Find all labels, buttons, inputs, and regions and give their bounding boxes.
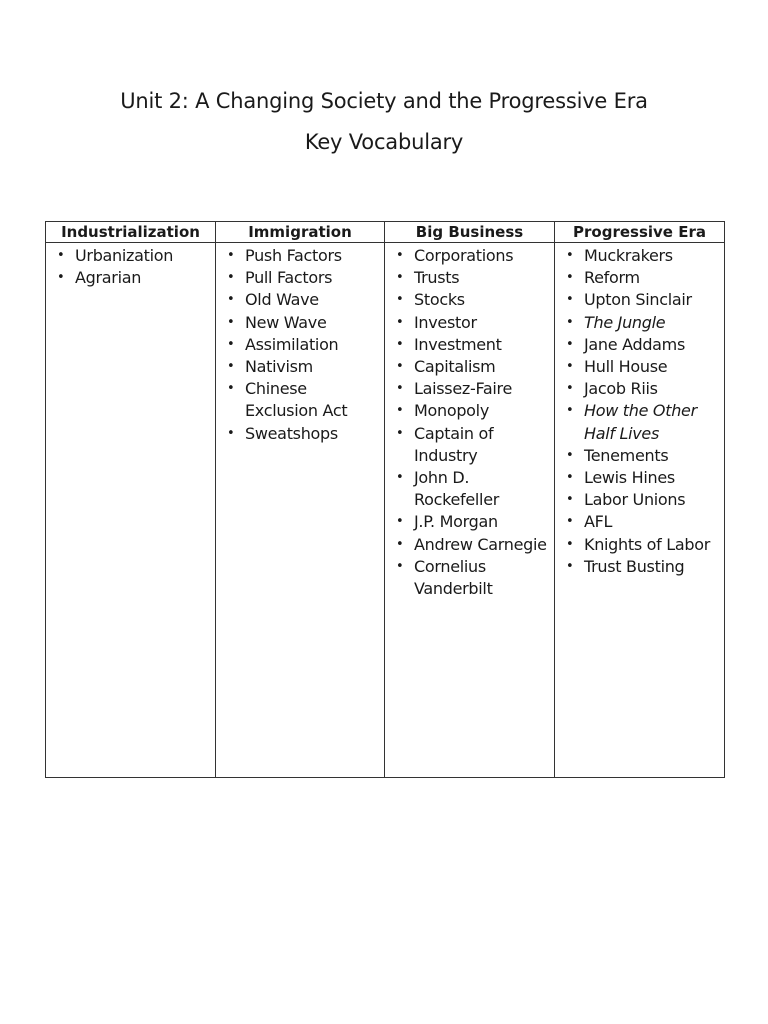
term-text: Knights of Labor [584, 534, 711, 554]
list-item [385, 334, 554, 356]
list-item [555, 400, 724, 444]
bullet-icon: • [227, 359, 235, 375]
term-text: New Wave [245, 312, 327, 332]
list-item [555, 489, 724, 511]
list-item [555, 289, 724, 311]
bullet-icon: • [566, 447, 574, 463]
list-item [385, 378, 554, 400]
column-cell-progressive-era [555, 243, 725, 778]
term-text: Corporations [414, 246, 514, 265]
term-text: Old Wave [245, 290, 319, 310]
list-item [385, 289, 554, 311]
term-text: Andrew Carnegie [414, 534, 547, 554]
bullet-icon: • [566, 248, 574, 263]
bullet-icon: • [566, 359, 574, 375]
term-text: Stocks [414, 290, 465, 310]
list-item [385, 534, 554, 556]
list-item [216, 423, 384, 445]
term-text: Tenements [584, 445, 669, 465]
term-text: Chinese Exclusion Act [245, 379, 348, 421]
term-text: Push Factors [245, 246, 342, 265]
term-text: How the Other Half Lives [584, 401, 697, 443]
bullet-icon: • [396, 536, 404, 552]
bullet-icon: • [566, 514, 574, 530]
bullet-icon: • [227, 336, 235, 352]
list-item [385, 467, 554, 511]
column-heading-immigration: Immigration [216, 222, 385, 243]
list-item [385, 267, 554, 289]
term-text: Assimilation [245, 334, 339, 354]
bullet-icon: • [566, 336, 574, 352]
term-list [46, 245, 215, 289]
page-title: Unit 2: A Changing Society and the Progressive Era [120, 89, 648, 113]
list-item [555, 556, 724, 578]
list-item [555, 534, 724, 556]
term-text: Investment [414, 334, 502, 354]
bullet-icon: • [227, 292, 235, 308]
list-item [555, 334, 724, 356]
list-item [216, 356, 384, 378]
bullet-icon: • [566, 270, 574, 286]
term-text: Jane Addams [584, 334, 685, 354]
page-subtitle: Key Vocabulary [304, 130, 464, 154]
term-text: Cornelius Vanderbilt [414, 556, 493, 599]
bullet-icon: • [227, 381, 235, 397]
bullet-icon: • [566, 381, 574, 397]
list-item [385, 556, 554, 600]
list-item [216, 378, 384, 422]
list-item [555, 267, 724, 289]
bullet-icon: • [57, 270, 65, 286]
bullet-icon: • [227, 425, 235, 441]
column-heading-industrialization: Industrialization [46, 222, 216, 243]
bullet-icon: • [396, 403, 404, 419]
term-text: Captain of Industry [414, 423, 494, 465]
bullet-icon: • [57, 248, 65, 263]
bullet-icon: • [396, 381, 404, 397]
bullet-icon: • [396, 248, 404, 263]
bullet-icon: • [396, 270, 404, 286]
term-text: Sweatshops [245, 423, 338, 443]
term-text: Pull Factors [245, 268, 333, 288]
bullet-icon: • [566, 314, 574, 330]
bullet-icon: • [566, 292, 574, 308]
term-text: Labor Unions [584, 490, 686, 510]
list-item [555, 445, 724, 467]
list-item [385, 356, 554, 378]
table-row [46, 243, 725, 778]
list-item [385, 511, 554, 533]
list-item [46, 245, 215, 267]
bullet-icon: • [396, 336, 404, 352]
term-text: Hull House [584, 357, 668, 377]
term-list [216, 245, 384, 445]
bullet-icon: • [396, 292, 404, 308]
bullet-icon: • [227, 270, 235, 286]
bullet-icon: • [396, 359, 404, 375]
list-item [555, 245, 724, 267]
list-item [385, 245, 554, 267]
term-text: Investor [414, 312, 477, 332]
bullet-icon: • [566, 536, 574, 552]
list-item [216, 245, 384, 267]
term-text: Jacob Riis [584, 379, 658, 399]
term-text: Reform [584, 268, 640, 288]
term-text: Trusts [414, 268, 460, 288]
bullet-icon: • [566, 558, 574, 574]
term-text: Nativism [245, 357, 313, 377]
term-list [385, 245, 554, 600]
list-item [385, 312, 554, 334]
bullet-icon: • [396, 514, 404, 530]
list-item [216, 312, 384, 334]
term-text: Agrarian [75, 268, 142, 288]
list-item [385, 400, 554, 422]
term-text: Lewis Hines [584, 468, 675, 488]
term-text: AFL [584, 512, 613, 532]
list-item [385, 423, 554, 467]
term-text: John D. Rockefeller [414, 468, 500, 510]
term-text: Monopoly [414, 401, 489, 421]
bullet-icon: • [396, 558, 404, 574]
list-item [216, 267, 384, 289]
term-text: Upton Sinclair [584, 290, 692, 310]
term-list [555, 245, 724, 578]
term-text: J.P. Morgan [414, 512, 498, 532]
term-text: Muckrakers [584, 246, 673, 265]
list-item [555, 312, 724, 334]
bullet-icon: • [566, 492, 574, 508]
list-item [216, 289, 384, 311]
bullet-icon: • [396, 470, 404, 486]
term-text: Trust Busting [584, 556, 685, 576]
term-text: Urbanization [75, 246, 174, 265]
column-cell-industrialization [46, 243, 216, 778]
column-heading-progressive-era: Progressive Era [555, 222, 725, 243]
bullet-icon: • [566, 403, 574, 419]
column-cell-big-business [385, 243, 555, 778]
term-text: The Jungle [584, 312, 666, 332]
list-item [555, 378, 724, 400]
term-text: Capitalism [414, 357, 496, 377]
column-heading-big-business: Big Business [385, 222, 555, 243]
list-item [555, 356, 724, 378]
bullet-icon: • [227, 248, 235, 263]
bullet-icon: • [227, 314, 235, 330]
list-item [555, 511, 724, 533]
bullet-icon: • [566, 470, 574, 486]
vocabulary-table [45, 221, 725, 778]
list-item [555, 467, 724, 489]
table-header-row [46, 222, 725, 243]
bullet-icon: • [396, 425, 404, 441]
list-item [46, 267, 215, 289]
term-text: Laissez-Faire [414, 379, 513, 399]
list-item [216, 334, 384, 356]
bullet-icon: • [396, 314, 404, 330]
column-cell-immigration [216, 243, 385, 778]
